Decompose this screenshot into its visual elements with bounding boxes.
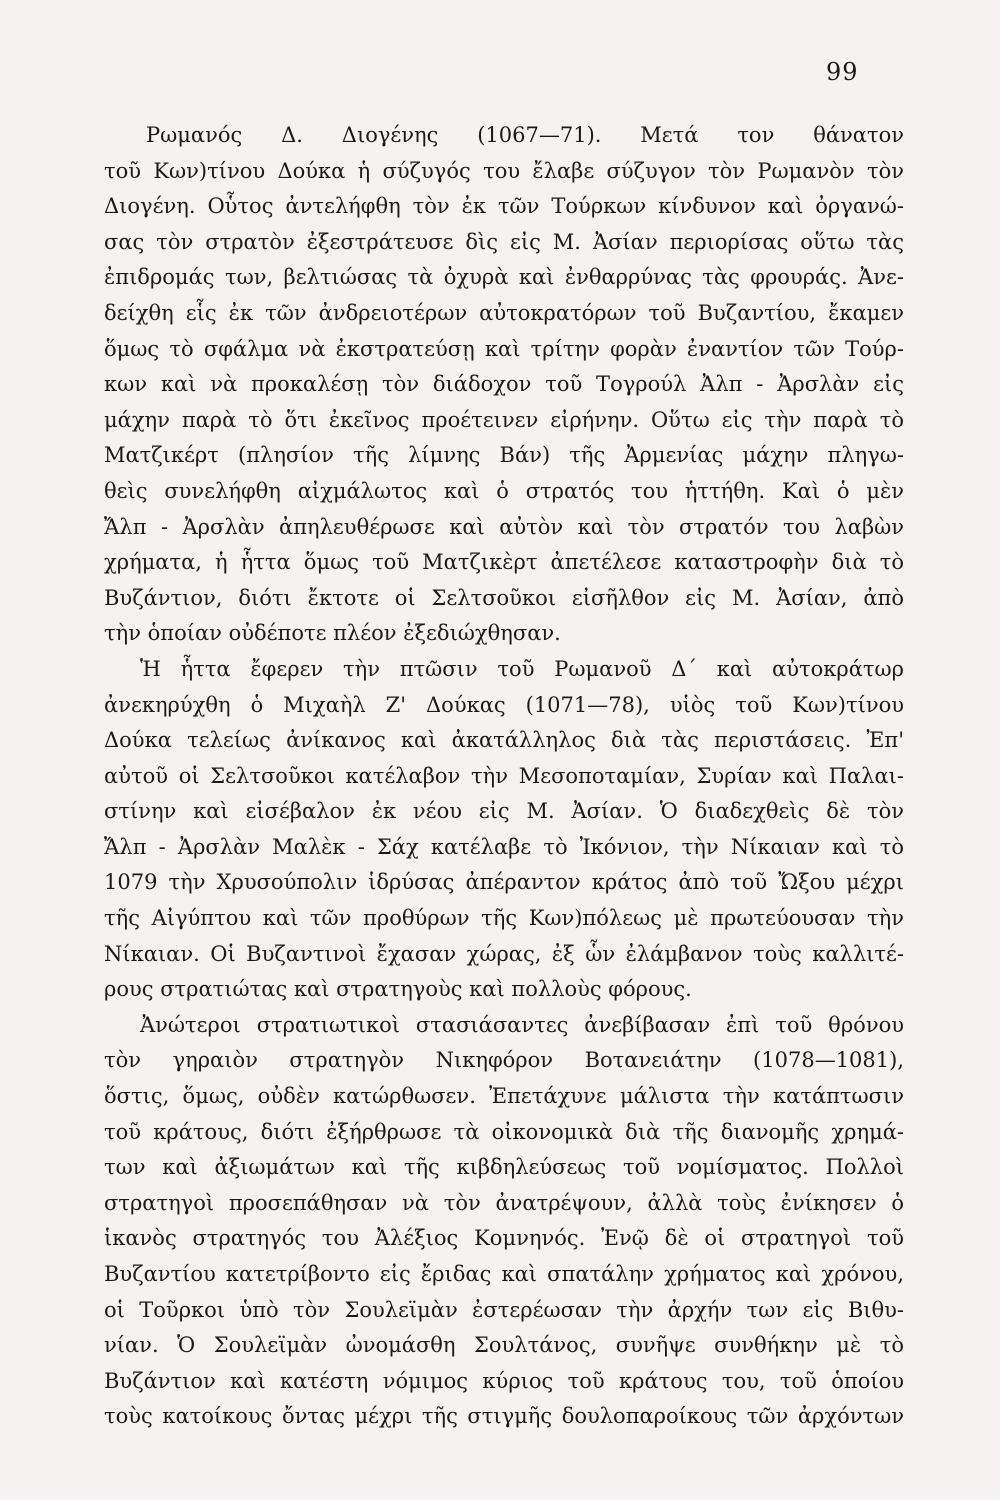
text-line: Βυζαντίου κατετρίβοντο εἰς ἔριδας καὶ σπατάλην χρήματος καὶ χρόνου, xyxy=(104,1262,904,1286)
text-line: αὐτοῦ οἱ Σελτσοῦκοι κατέλαβον τὴν Μεσοποταμίαν, Συρίαν καὶ Παλαι- xyxy=(104,763,904,788)
text-line: 1079 τὴν Χρυσούπολιν ἱδρύσας ἀπέραντον κράτος ἀπὸ τοῦ Ὤξου μέχρι xyxy=(104,870,904,895)
text-line: χρήματα, ἡ ἧττα ὅμως τοῦ Ματζικὲρτ ἀπετέλεσε καταστροφὴν διὰ τὸ xyxy=(104,550,904,575)
text-line: Ἡ ἧττα ἔφερεν τὴν πτῶσιν τοῦ Ρωμανοῦ Δ΄ καὶ αὐτοκράτωρ xyxy=(140,656,904,681)
text-line: Δούκα τελείως ἀνίκανος καὶ ἀκατάλληλος διὰ τὰς περιστάσεις. Ἐπ' xyxy=(104,728,904,753)
text-line: θεὶς συνελήφθη αἰχμάλωτος καὶ ὁ στρατός του ἡττήθη. Καὶ ὁ μὲν xyxy=(104,478,904,503)
text-line: Ἀνώτεροι στρατιωτικοὶ στασιάσαντες ἀνεβίβασαν ἐπὶ τοῦ θρόνου xyxy=(140,1012,904,1037)
text-line: μάχην παρὰ τὸ ὅτι ἐκεῖνος προέτεινεν εἰρήνην. Οὕτω εἰς τὴν παρὰ τὸ xyxy=(104,407,904,432)
text-line: Διογένη. Οὗτος ἀντελήφθη τὸν ἐκ τῶν Τούρκων κίνδυνον καὶ ὀργανώ- xyxy=(104,194,904,219)
text-line: στρατηγοὶ προσεπάθησαν νὰ τὸν ἀνατρέψουν, ἀλλὰ τοὺς ἐνίκησεν ὁ xyxy=(104,1190,904,1215)
body-text xyxy=(104,118,904,1435)
text-line: σας τὸν στρατὸν ἐξεστράτευσε δὶς εἰς Μ. Ἀσίαν περιορίσας οὕτω τὰς xyxy=(104,229,904,254)
text-line: τῆς Αἰγύπτου καὶ τῶν προθύρων τῆς Κων)πόλεως μὲ πρωτεύουσαν τὴν xyxy=(104,906,904,931)
text-line: Νίκαιαν. Οἱ Βυζαντινοὶ ἔχασαν χώρας, ἐξ ὧν ἐλάμβανον τοὺς καλλιτέ- xyxy=(104,941,904,966)
text-line: τοῦ Κων)τίνου Δούκα ἡ σύζυγός του ἔλαβε σύζυγον τὸν Ρωμανὸν τὸν xyxy=(104,158,904,183)
text-line: ἀνεκηρύχθη ὁ Μιχαὴλ Ζ' Δούκας (1071—78), υἱὸς τοῦ Κων)τίνου xyxy=(104,692,904,717)
text-line: δείχθη εἷς ἐκ τῶν ἀνδρειοτέρων αὐτοκρατόρων τοῦ Βυζαντίου, ἔκαμεν xyxy=(104,300,904,325)
text-line: των καὶ ἀξιωμάτων καὶ τῆς κιβδηλεύσεως τοῦ νομίσματος. Πολλοὶ xyxy=(104,1155,904,1180)
text-line: Ἄλπ - Ἀρσλὰν Μαλὲκ - Σάχ κατέλαβε τὸ Ἰκόνιον, τὴν Νίκαιαν καὶ τὸ xyxy=(104,834,904,859)
text-line: ὅμως τὸ σφάλμα νὰ ἐκστρατεύσῃ καὶ τρίτην φορὰν ἐναντίον τῶν Τούρ- xyxy=(104,336,904,361)
text-line: Ματζικέρτ (πλησίον τῆς λίμνης Βάν) τῆς Ἀρμενίας μάχην πληγω- xyxy=(104,443,904,468)
text-line: τὸν γηραιὸν στρατηγὸν Νικηφόρον Βοτανειάτην (1078—1081), xyxy=(104,1048,904,1073)
text-line: Ρωμανός Δ. Διογένης (1067—71). Μετά τον θάνατον xyxy=(146,123,904,147)
text-line: ἐπιδρομάς των, βελτιώσας τὰ ὀχυρὰ καὶ ἐνθαρρύνας τὰς φρουράς. Ἀνε- xyxy=(104,265,904,290)
text-line: τὴν ὁποίαν οὐδέποτε πλέον ἐξεδιώχθησαν. xyxy=(104,621,561,646)
text-line: Βυζάντιον, διότι ἔκτοτε οἱ Σελτσοῦκοι εἰσῆλθον εἰς Μ. Ἀσίαν, ἀπὸ xyxy=(104,585,904,610)
page-number: 99 xyxy=(826,58,859,86)
text-line: κων καὶ νὰ προκαλέσῃ τὸν διάδοχον τοῦ Τογρούλ Ἀλπ - Ἀρσλὰν εἰς xyxy=(104,372,904,397)
text-line: ἱκανὸς στρατηγός του Ἀλέξιος Κομνηνός. Ἐνῷ δὲ οἱ στρατηγοὶ τοῦ xyxy=(104,1226,904,1251)
text-line: νίαν. Ὁ Σουλεϊμὰν ὠνομάσθη Σουλτάνος, συνῆψε συνθήκην μὲ τὸ xyxy=(104,1333,904,1358)
text-line: τοῦ κράτους, διότι ἐξήρθρωσε τὰ οἰκονομικὰ διὰ τῆς διανομῆς χρημά- xyxy=(104,1119,904,1144)
text-line: ρους στρατιώτας καὶ στρατηγοὺς καὶ πολλοὺς φόρους. xyxy=(104,977,692,1002)
text-line: στίνην καὶ εἰσέβαλον ἐκ νέου εἰς Μ. Ἀσίαν. Ὁ διαδεχθεὶς δὲ τὸν xyxy=(104,799,904,824)
text-line: τοὺς κατοίκους ὄντας μέχρι τῆς στιγμῆς δουλοπαροίκους τῶν ἀρχόντων xyxy=(104,1404,904,1429)
text-line: οἱ Τοῦρκοι ὑπὸ τὸν Σουλεϊμὰν ἐστερέωσαν τὴν ἀρχήν των εἰς Βιθυ- xyxy=(104,1297,904,1322)
text-line: Βυζάντιον καὶ κατέστη νόμιμος κύριος τοῦ κράτους του, τοῦ ὁποίου xyxy=(104,1368,904,1393)
text-line: ὅστις, ὅμως, οὐδὲν κατώρθωσεν. Ἐπετάχυνε μάλιστα τὴν κατάπτωσιν xyxy=(104,1084,904,1109)
text-line: Ἄλπ - Ἀρσλὰν ἀπηλευθέρωσε καὶ αὐτὸν καὶ τὸν στρατόν του λαβὼν xyxy=(104,514,904,539)
